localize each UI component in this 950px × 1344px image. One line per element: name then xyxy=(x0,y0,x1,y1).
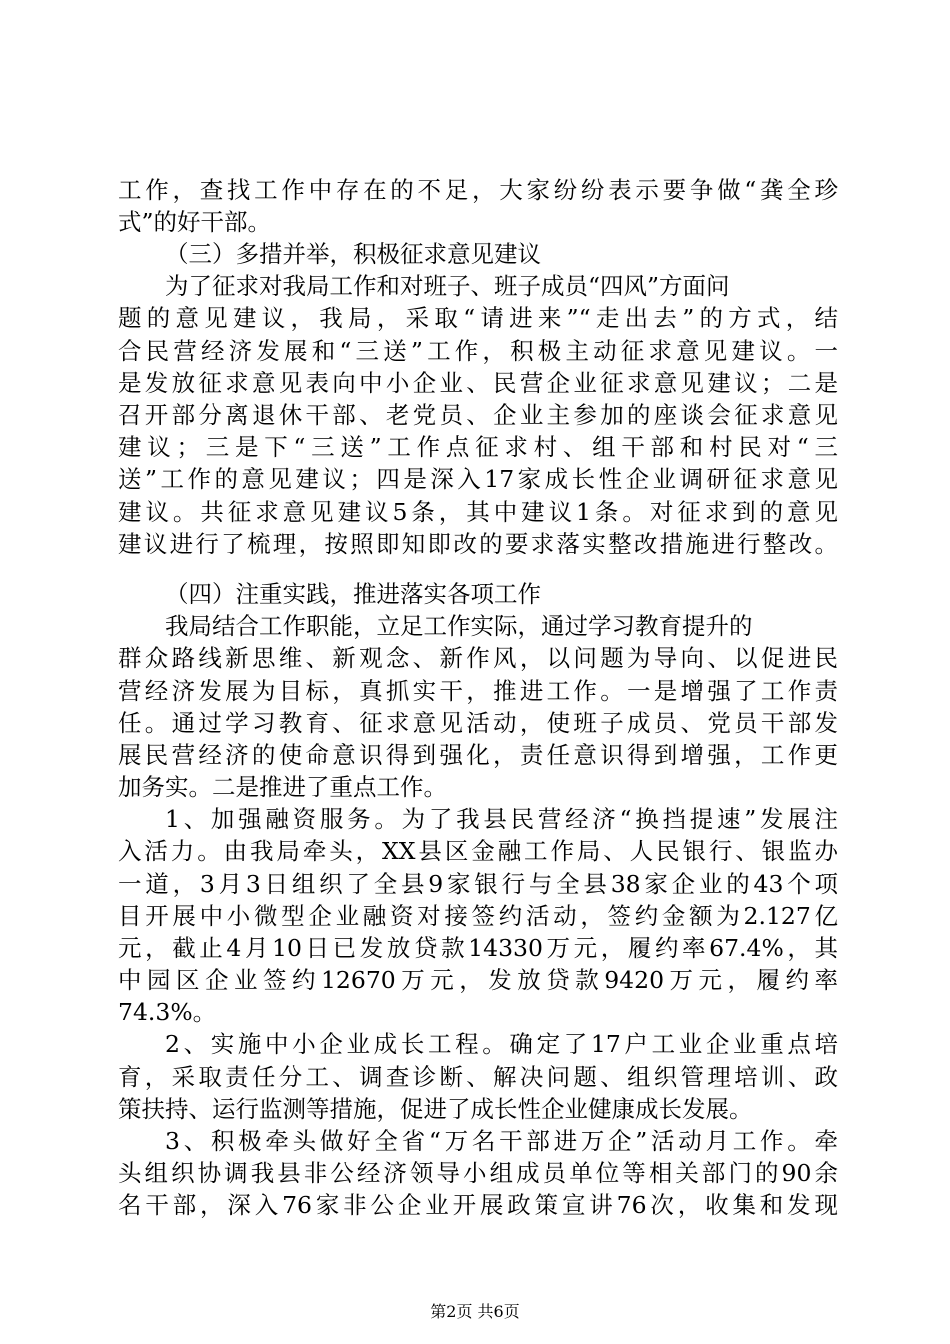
text-line: 召开部分离退休干部、老党员、企业主参加的座谈会征求意见 xyxy=(118,401,838,429)
text-line: 策扶持、运行监测等措施，促进了成长性企业健康成长发展。 xyxy=(118,1095,753,1123)
section-heading: （四）注重实践，推进落实各项工作 xyxy=(165,580,541,608)
text-line: 1、加强融资服务。为了我县民营经济“换挡提速”发展注 xyxy=(165,805,838,833)
text-line: 题的意见建议，我局，采取“请进来”“走出去”的方式，结 xyxy=(118,304,838,332)
text-line: 中园区企业签约12670万元，发放贷款9420万元，履约率 xyxy=(118,966,838,994)
text-line: 育，采取责任分工、调查诊断、解决问题、组织管理培训、政 xyxy=(118,1063,838,1091)
text-line: 名干部，深入76家非公企业开展政策宣讲76次，收集和发现 xyxy=(118,1191,838,1219)
section-heading: （三）多措并举，积极征求意见建议 xyxy=(165,240,541,268)
text-line: 工作，查找工作中存在的不足，大家纷纷表示要争做“龚全珍 xyxy=(118,176,838,204)
text-line: 送”工作的意见建议；四是深入17家成长性企业调研征求意见 xyxy=(118,465,838,493)
text-line: 2、实施中小企业成长工程。确定了17户工业企业重点培 xyxy=(165,1030,838,1058)
text-line: 任。通过学习教育、征求意见活动，使班子成员、党员干部发 xyxy=(118,709,838,737)
text-line: 为了征求对我局工作和对班子、班子成员“四风”方面问 xyxy=(165,272,730,300)
text-line: 我局结合工作职能，立足工作实际，通过学习教育提升的 xyxy=(165,612,753,640)
text-line: 展民营经济的使命意识得到强化，责任意识得到增强，工作更 xyxy=(118,741,838,769)
text-line: 入活力。由我局牵头，XX县区金融工作局、人民银行、银监办 xyxy=(118,837,838,865)
text-line: 营经济发展为目标，真抓实干，推进工作。一是增强了工作责 xyxy=(118,677,838,705)
text-line: 式”的好干部。 xyxy=(118,208,272,236)
text-line: 74.3%。 xyxy=(118,998,217,1026)
text-line: 建议。共征求意见建议5条，其中建议1条。对征求到的意见 xyxy=(118,498,838,526)
text-line: 建议；三是下“三送”工作点征求村、组干部和村民对“三 xyxy=(118,433,838,461)
text-line: 元，截止4月10日已发放贷款14330万元，履约率67.4%，其 xyxy=(118,934,838,962)
text-line: 合民营经济发展和“三送”工作，积极主动征求意见建议。一 xyxy=(118,337,838,365)
text-line: 加务实。二是推进了重点工作。 xyxy=(118,773,447,801)
text-line: 3、积极牵头做好全省“万名干部进万企”活动月工作。牵 xyxy=(165,1127,838,1155)
text-line: 是发放征求意见表向中小企业、民营企业征求意见建议；二是 xyxy=(118,369,838,397)
text-line: 群众路线新思维、新观念、新作风，以问题为导向、以促进民 xyxy=(118,644,838,672)
text-line: 建议进行了梳理，按照即知即改的要求落实整改措施进行整改。 xyxy=(118,530,838,558)
text-line: 一道，3月3日组织了全县9家银行与全县38家企业的43个项 xyxy=(118,870,838,898)
text-line: 目开展中小微型企业融资对接签约活动，签约金额为2.127亿 xyxy=(118,902,838,930)
page-footer: 第2页 共6页 xyxy=(430,1302,520,1321)
text-line: 头组织协调我县非公经济领导小组成员单位等相关部门的90余 xyxy=(118,1159,838,1187)
